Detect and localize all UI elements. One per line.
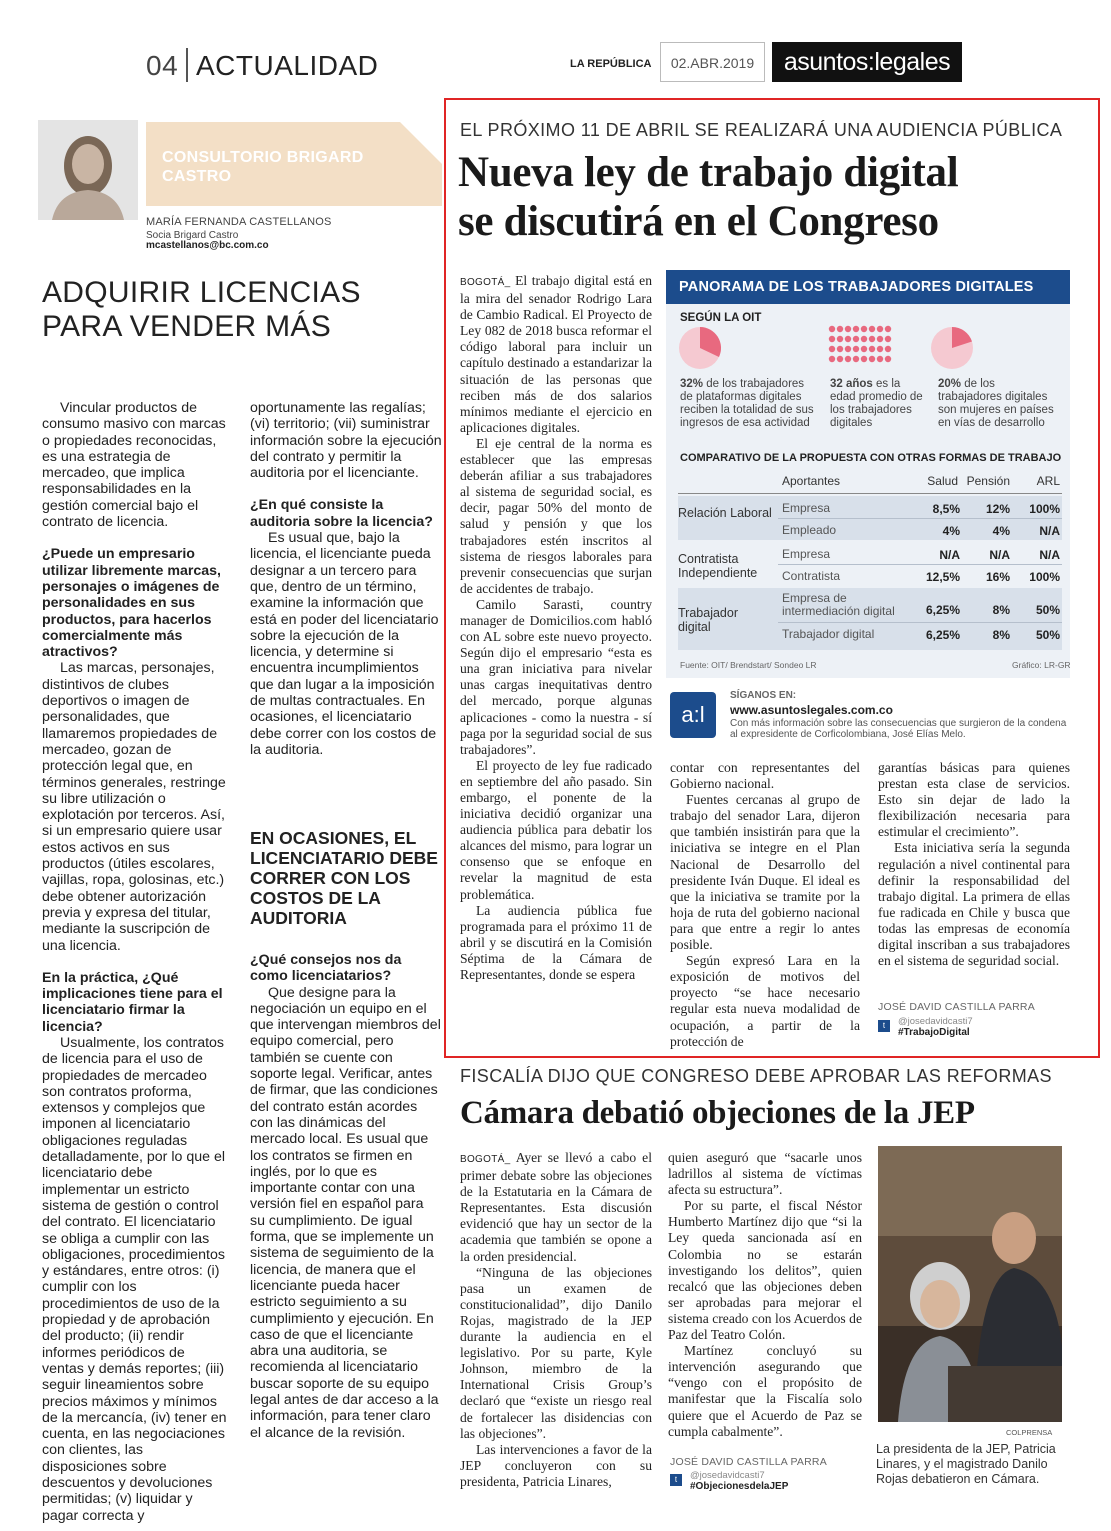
dot-mark (829, 346, 835, 352)
article-headline-line2: se discutirá en el Congreso (458, 198, 939, 245)
column-text-3 (250, 952, 442, 1441)
cell: 16% (985, 570, 1010, 584)
question-heading: ¿Qué consejos nos da como licenciatarios? (250, 952, 402, 985)
page-number: 04 (146, 50, 179, 81)
question-heading: ¿En qué consiste la auditoria sobre la licencia? (250, 497, 433, 530)
dot-mark (861, 356, 867, 362)
paragraph: El proyecto de ley fue radicado en septiembre del año pasado. Sin embargo, el ponente de la iniciativa decidió organizar una audiencia pública para debatir los alcances del mismo, para lograr un consenso que se enfoque en revelar la magnitud de esta problemática. (460, 757, 652, 902)
dot-mark (877, 326, 883, 332)
paragraph: Fuentes cercanas al grupo de trabajo del senador Lara, dijeron que también insistirán para que la iniciativa se integre en el Plan Nacional de Desarrollo del presidente Iván Duque. El ideal es que la iniciativa se tramite por la hoja de ruta del gobierno nacional para que entre a regir lo antes posible. (670, 792, 860, 953)
hashtag[interactable]: #TrabajoDigital (898, 1027, 970, 1038)
paragraph: oportunamente las regalías; (vi) territorio; (vii) suministrar información sobre la ejecución del contrato y permitir la auditoria por el licenciante. (250, 400, 442, 482)
dot-mark (885, 356, 891, 362)
author-handle[interactable]: @josedavidcasti7 (690, 1470, 765, 1481)
paragraph: Según expresó Lara en la exposición de motivos del proyecto “se hace necesario regular esta nueva modalidad de ocupación, a partir de la protección de (670, 953, 860, 1049)
paragraph: Las marcas, personajes, distintivos de clubes deportivos o imagen de personalidades, que llamaremos propiedades de mercadeo, gozan de protección legal que, en términos generales, restringe su libre utilización o explotación por terceros. Así, si un empresario quiere usar estos activos en sus productos (útiles escolares, vajillas, ropa, golosinas, etc.) debe obtener autorización previa y expresa del titular, mediante la suscripción de una licencia. (42, 660, 226, 954)
author-photo (38, 120, 138, 220)
row-label: Empresa (782, 501, 831, 515)
table-title: COMPARATIVO DE LA PROPUESTA CON OTRAS FORMAS DE TRABAJO (680, 452, 1062, 464)
row-label: Trabajador digital (782, 627, 875, 641)
article-headline-line1: Nueva ley de trabajo digital (458, 149, 959, 196)
stat-3: 20% de los trabajadores digitales son mujeres en países en vías de desarrollo (938, 378, 1054, 429)
dot-mark (853, 346, 859, 352)
paragraph: Usualmente, los contratos de licencia para el uso de propiedades de mercadeo son contratos proforma, extensos y complejos que imponen al licenciatario obligaciones reguladas detalladamente, por lo que el licenciatario debe implementar un estricto sistema de gestión o control del contrato. El licenciatario se obliga a cumplir con las obligaciones, procedimientos y estándares, entre otros: (i) cumplir con los procedimientos de uso de la propiedad y de aprobación del producto; (ii) rendir informes periódicos de ventas y demás reportes; (iii) seguir lineamientos sobre precios máximos y mínimos de la mercancía, (iv) tener en cuenta, en las negociaciones con clientes, las disposiciones sobre descuentos y devoluciones permitidas; (v) liquidar y pagar correcta y (42, 1034, 227, 1524)
dot-mark (861, 336, 867, 342)
dot-mark (837, 346, 843, 352)
column-header: ARL (1036, 474, 1060, 488)
dot-mark (845, 336, 851, 342)
paragraph: El eje central de la norma es establecer que las empresas deberán afiliar a sus trabajadores al sistema de seguridad social, es decir, pagar 50% del monto de salud y pensión y que los trabajadores estén inscritos al sistema de riesgos laborales para prevenir consecuencias que surjan de accidentes de trabajo. (460, 435, 652, 596)
cell: 6,25% (925, 628, 960, 642)
al-logo-icon: a:l (670, 692, 716, 738)
dot-mark (869, 326, 875, 332)
dot-mark (869, 356, 875, 362)
lead-paragraph: Ayer se llevó a cabo el primer debate sobre las objeciones de la Estatutaria en la Cámara de Representantes. Esta discusión evidenció que hay un sector de la academia que también se opone a la orden presidencial. (460, 1150, 652, 1264)
dot-mark (861, 326, 867, 332)
twitter-icon: t (670, 1474, 682, 1486)
cell: 8% (992, 603, 1010, 617)
follow-description: Con más información sobre las consecuencias que surgieron de la condena al expresidente de Corficolombiana, José Elías Melo. (730, 718, 1067, 740)
photo-credit: COLPRENSA (1006, 1428, 1053, 1437)
pull-quote: EN OCASIONES, EL LICENCIATARIO DEBE CORRER CON LOS COSTOS DE LA AUDITORIA (250, 828, 438, 928)
dot-mark (853, 326, 859, 332)
article-column-2 (670, 760, 860, 1050)
dot-mark (829, 326, 835, 332)
brand-logo: asuntos:legales (772, 42, 962, 82)
article-column-3 (878, 760, 1070, 969)
paragraph: quien aseguró que “sacarle unos ladrillos al sistema de víctimas afecta su estructura”. (668, 1150, 862, 1198)
news-photo (878, 1146, 1062, 1422)
photo-caption: La presidenta de la JEP, Patricia Linares, y el magistrado Danilo Rojas debatieron en Cámara. (876, 1442, 1056, 1486)
dot-mark (885, 326, 891, 332)
publication-name: LA REPÚBLICA (570, 58, 652, 70)
row-rule (778, 622, 1062, 623)
lead-paragraph: El trabajo digital está en la mira del senador Rodrigo Lara de Cambio Radical. El Proyecto de Ley 082 de 2018 busca reformar el código laboral para incluir un capítulo destinado a estandarizar la situación de las personas que reciben más de dos salarios mínimos mediante el ejercicio en aplicaciones digitales. (460, 273, 652, 435)
author-email[interactable]: mcastellanos@bc.com.co (146, 240, 269, 251)
graphic-credit: Gráfico: LR-GR (1012, 660, 1071, 670)
cell: 4% (942, 524, 960, 538)
cell: 50% (1035, 603, 1060, 617)
cell: 100% (1029, 502, 1060, 516)
article2-headline: Cámara debatió objeciones de la JEP (460, 1095, 975, 1131)
dot-mark (885, 346, 891, 352)
cell: 6,25% (925, 603, 960, 617)
dot-mark (845, 356, 851, 362)
column-text-2 (250, 400, 442, 758)
stat-1: 32% de los trabajadores de plataformas digitales reciben la totalidad de sus ingresos de esa actividad (680, 378, 814, 429)
dot-mark (869, 336, 875, 342)
website-link[interactable]: www.asuntoslegales.com.co (730, 703, 893, 717)
row-label: Contratista (782, 569, 841, 583)
column-title: CONSULTORIO BRIGARD CASTRO (162, 149, 364, 185)
row-group-label: Contratista Independiente (678, 552, 758, 580)
cell: 8,5% (932, 502, 960, 516)
article2-kicker: FISCALÍA DIJO QUE CONGRESO DEBE APROBAR LAS REFORMAS (460, 1066, 1052, 1086)
dot-mark (853, 356, 859, 362)
pie-chart-32 (678, 326, 722, 370)
paragraph: Esta iniciativa sería la segunda regulación a nivel continental para definir la responsabilidad del trabajo digital. La primera de ellas fue radicada en Chile y busca que todas las empresas de economía digital inscriban a sus trabajadores en el sistema de seguridad social. (878, 840, 1070, 969)
dot-mark (877, 356, 883, 362)
paragraph: contar con representantes del Gobierno nacional. (670, 760, 860, 792)
row-label: Empresa de intermediación digital (782, 591, 895, 618)
article2-column-2 (668, 1150, 862, 1440)
dot-mark (877, 346, 883, 352)
section-title: ACTUALIDAD (196, 50, 379, 81)
article-kicker: EL PRÓXIMO 11 DE ABRIL SE REALIZARÁ UNA AUDIENCIA PÚBLICA (460, 120, 1063, 140)
paragraph: Es usual que, bajo la licencia, el licenciante pueda designar a un tercero para que, dentro de un término, examine la información que está en poder del licenciatario sobre la ejecución de la licencia, y determine si encuentra incumplimientos que dan lugar a la imposición de multas contractuales. En ocasiones, el licenciatario debe correr con los costos de la auditoria. (250, 530, 439, 758)
dot-mark (853, 336, 859, 342)
dot-mark (885, 336, 891, 342)
dots-icon (828, 324, 894, 368)
cell: 12% (985, 502, 1010, 516)
dot-mark (861, 346, 867, 352)
dot-mark (829, 356, 835, 362)
cell: 12,5% (925, 570, 960, 584)
dot-mark (829, 336, 835, 342)
byline: JOSÉ DAVID CASTILLA PARRA (878, 1001, 1035, 1013)
cell: N/A (1039, 524, 1060, 538)
column-header: Aportantes (782, 474, 841, 488)
infographic-title: PANORAMA DE LOS TRABAJADORES DIGITALES (666, 270, 1070, 304)
row-rule (778, 518, 1062, 519)
follow-label: SÍGANOS EN: (730, 690, 797, 701)
infographic-subtitle: SEGÚN LA OIT (680, 312, 762, 324)
twitter-icon: t (878, 1020, 890, 1032)
paragraph: garantías básicas para quienes prestan esta clase de servicios. Esto sin dejar de lado la flexibilización necesaria para estimular el crecimiento”. (878, 760, 1070, 840)
question-heading: ¿Puede un empresario utilizar libremente marcas, personajes o imágenes de personalidades en sus productos, para hacerlos comercialmente más atractivos? (42, 546, 221, 661)
row-group-label: Trabajador digital (678, 606, 738, 634)
paragraph: Martínez concluyó su intervención asegurando que “vengo con el propósito de manifestar que la Fiscalía solo quiere que el Acuerdo de Paz se cumpla cabalmente”. (668, 1343, 862, 1439)
stat-2: 32 años es la edad promedio de los trabajadores digitales (830, 378, 923, 429)
byline: JOSÉ DAVID CASTILLA PARRA (670, 1456, 827, 1468)
cell: 100% (1029, 570, 1060, 584)
column-header: Salud (927, 474, 958, 488)
cell: 8% (992, 628, 1010, 642)
paragraph: La audiencia pública fue programada para el próximo 11 de abril y se discutirá en la Comisión Séptima de la Cámara de Representantes, donde se espera (460, 902, 652, 983)
source-note: Fuente: OIT/ Brendstart/ Sondeo LR (680, 660, 817, 670)
row-rule (778, 564, 1062, 565)
dateline: BOGOTÁ_ (460, 1154, 511, 1165)
paragraph: Camilo Sarasti, country manager de Domicilios.com habló con AL sobre este nuevo proyecto. Según dijo el empresario “esta es una gran iniciativa para nivelar unas cargas inequitativas dentro del mercado, porque algunas aplicaciones - como la nuestra - sí paga por la seguridad social de sus trabajadores”. (460, 596, 652, 757)
dot-mark (845, 326, 851, 332)
paragraph: Las intervenciones a favor de la JEP concluyeron con su presidenta, Patricia Linares, (460, 1441, 652, 1489)
row-label: Empleado (782, 523, 837, 537)
dot-mark (837, 356, 843, 362)
column-header: Pensión (966, 474, 1010, 488)
article2-column-1 (460, 1150, 652, 1490)
paragraph: “Ninguna de las objeciones pasa un examen de constitucionalidad”, dijo Danilo Rojas, magistrado de la JEP durante la audiencia en el legislativo. Por su parte, Kyle Johnson, miembro de la International Crisis Group’s declaró que “existe un riesgo real de fortalecer las disidencias con las objeciones”. (460, 1264, 652, 1441)
dateline: BOGOTÁ_ (460, 277, 511, 288)
author-handle[interactable]: @josedavidcasti7 (898, 1016, 973, 1027)
author-name: MARÍA FERNANDA CASTELLANOS (146, 216, 332, 228)
paragraph: Por su parte, el fiscal Néstor Humberto Martínez dijo que “si la Ley queda sancionada así en Colombia no se estarán investigando los delitos”, quien recalcó que las objeciones deben ser aprobadas para mejorar el sistema creado con los Acuerdos de Paz del Teatro Colón. (668, 1198, 862, 1343)
cell: N/A (1039, 548, 1060, 562)
column-headline: ADQUIRIR LICENCIAS PARA VENDER MÁS (42, 276, 361, 343)
cell: 4% (992, 524, 1010, 538)
dot-mark (869, 346, 875, 352)
column-text-1 (42, 400, 230, 1524)
cell: 50% (1035, 628, 1060, 642)
hashtag[interactable]: #ObjecionesdelaJEP (690, 1481, 789, 1492)
cell: N/A (989, 548, 1010, 562)
question-heading: En la práctica, ¿Qué implicaciones tiene para el licenciatario firmar la licencia? (42, 969, 223, 1035)
dot-mark (877, 336, 883, 342)
dot-mark (837, 326, 843, 332)
author-role: Socia Brigard Castro (146, 230, 239, 241)
issue-date: 02.ABR.2019 (660, 42, 765, 82)
row-group-label: Relación Laboral (678, 506, 772, 520)
header-rule (678, 493, 1062, 494)
paragraph: Que designe para la negociación un equipo en el que intervengan miembros del equipo comercial, pero también se cuente con soporte legal. Verificar, antes de firmar, que las condiciones del contrato están acordes con las dinámicas del mercado local. Es usual que los contratos se firmen en inglés, por lo que es importante contar con una versión fiel en español para su cumplimiento. De igual forma, que se implemente un sistema de seguimiento de la licencia, de manera que el licenciante pueda hacer estricto seguimiento a su cumplimiento y ejecución. En caso de que el licenciante abra una auditoria, se recomienda al licenciatario buscar soporte de su equipo legal antes de dar acceso a la información, para tener claro el alcance de la revisión. (250, 984, 441, 1441)
dot-mark (845, 346, 851, 352)
cell: N/A (939, 548, 960, 562)
row-label: Empresa (782, 547, 831, 561)
header-divider (186, 48, 188, 82)
pie-chart-20 (930, 326, 974, 370)
article-column-1 (460, 273, 652, 983)
dot-mark (837, 336, 843, 342)
paragraph: Vincular productos de consumo masivo con marcas o propiedades reconocidas, es una estrategia de mercadeo, que implica responsabilidades en la gestión comercial bajo el contrato de licencia. (42, 400, 226, 531)
